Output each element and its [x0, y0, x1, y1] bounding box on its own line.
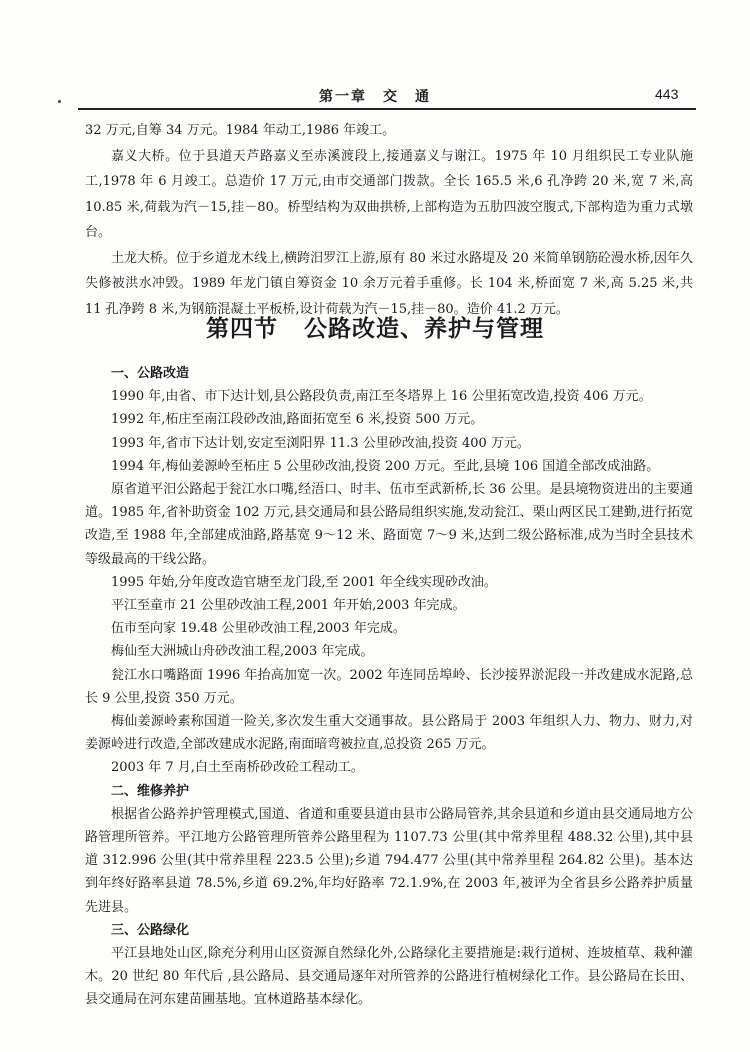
running-header-chapter: 第一章 交 通 — [319, 89, 431, 105]
paragraph-tulong-bridge: 土龙大桥。位于乡道龙木线上,横跨汨罗江上游,原有 80 米过水路堤及 20 米简单钢筋砼漫水桥,因年久失修被洪水冲毁。1989 年龙门镇自筹资金 10 余万元着手重修。长 104 米,桥面宽 7 米,高 5.25 米,共 11 孔净跨 8 米,为钢筋混凝土平板桥,设计荷载为汽－15,挂－80。造价 41.2 万元。 — [85, 250, 694, 317]
paragraph: 根据省公路养护管理模式,国道、省道和重要县道由县市公路局管养,其余县道和乡道由县交通局地方公路管理所管养。平江地方公路管理所管养公路里程为 1107.73 公里(其中常养里程 488.32 公里),其中县道 312.996 公里(其中常养里程 223.5 公里);乡道 794.477 公里(其中常养里程 264.82 公里)。基本达到年终好路率县道 78.5%,乡道 69.2%,年均好路率 72.1.9%,在 2003 年,被评为全省县乡公路养护质量先进县。 — [85, 806, 693, 915]
paragraph: 1992 年,柘庄至南江段砂改油,路面拓宽至 6 米,投资 500 万元。 — [111, 412, 484, 428]
header-rule — [78, 108, 696, 110]
continued-text — [85, 118, 693, 322]
paragraph: 32 万元,自筹 34 万元。1984 年动工,1986 年竣工。 — [85, 123, 396, 138]
paragraph: 1994 年,梅仙姜源岭至柘庄 5 公里砂改油,投资 200 万元。至此,县境 106 国道全部改成油路。 — [111, 458, 660, 474]
paragraph: 原省道平汨公路起于瓮江水口嘴,经浯口、时丰、伍市至武新桥,长 36 公里。是县境物资进出的主要通道。1985 年,省补助资金 102 万元,县交通局和县公路局组织实施,发动瓮江、栗山两区民工建勤,进行拓宽改造,至 1988 年,全部建成油路,路基宽 9～12 米、路面宽 7～9 米,达到二级公路标准,成为当时全县技术等级最高的干线公路。 — [85, 482, 693, 567]
paragraph: 1990 年,由省、市下达计划,县公路段负责,南江至冬塔界上 16 公里拓宽改造,投资 406 万元。 — [111, 389, 652, 405]
page-number: 443 — [655, 86, 679, 102]
subsection-heading: 二、维修养护 — [111, 783, 190, 799]
paragraph: 瓮江水口嘴路面 1996 年抬高加宽一次。2002 年连同岳埠岭、长沙接界淤泥段一并改建成水泥路,总长 9 公里,投资 350 万元。 — [85, 667, 693, 706]
paragraph: 梅仙至大洲城山舟砂改油工程,2003 年完成。 — [111, 644, 374, 660]
section-body — [85, 362, 693, 1012]
paragraph: 1993 年,省市下达计划,安定至浏阳界 11.3 公里砂改油,投资 400 万元。 — [111, 435, 530, 451]
subsection-heading: 一、公路改造 — [111, 366, 190, 381]
paragraph: 梅仙姜源岭素称国道一险关,多次发生重大交通事故。县公路局于 2003 年组织人力、物力、财力,对姜源岭进行改造,全部改建成水泥路,南面暗弯被拉直,总投资 265 万元。 — [85, 714, 693, 753]
paragraph: 平江至童市 21 公里砂改油工程,2001 年开始,2003 年完成。 — [111, 598, 466, 614]
paragraph: 2003 年 7 月,白土至南桥砂改砼工程动工。 — [111, 760, 364, 776]
section-title — [0, 310, 750, 343]
section-name: 公路改造、养护与管理 — [304, 316, 544, 342]
paragraph: 平江县地处山区,除充分利用山区资源自然绿化外,公路绿化主要措施是:栽行道树、连坡植草、栽种灌木。20 世纪 80 年代后 ,县公路局、县交通局逐年对所管养的公路进行植树绿化工作。县公路局在长田、县交通局在河东建苗圃基地。宜林道路基本绿化。 — [85, 946, 693, 1008]
subsection-heading: 三、公路绿化 — [111, 922, 190, 938]
paragraph: 1995 年始,分年度改造官塘至龙门段,至 2001 年全线实现砂改油。 — [111, 574, 497, 590]
section-number: 第四节 — [206, 316, 278, 342]
paragraph-jiayi-bridge: 嘉义大桥。位于县道天芦路嘉义至赤溪渡段上,接通嘉义与谢江。1975 年 10 月组织民工专业队施工,1978 年 6 月竣工。总造价 17 万元,由市交通部门拨款。全长 165.5 米,6 孔净跨 20 米,宽 7 米,高 10.85 米,荷载为汽－15,挂－80。桥型结构为双曲拱桥,上部构造为五肋四波空腹式,下部构造为重力式墩台。 — [85, 148, 693, 240]
paragraph: 伍市至向家 19.48 公里砂改油工程,2003 年完成。 — [111, 621, 406, 637]
